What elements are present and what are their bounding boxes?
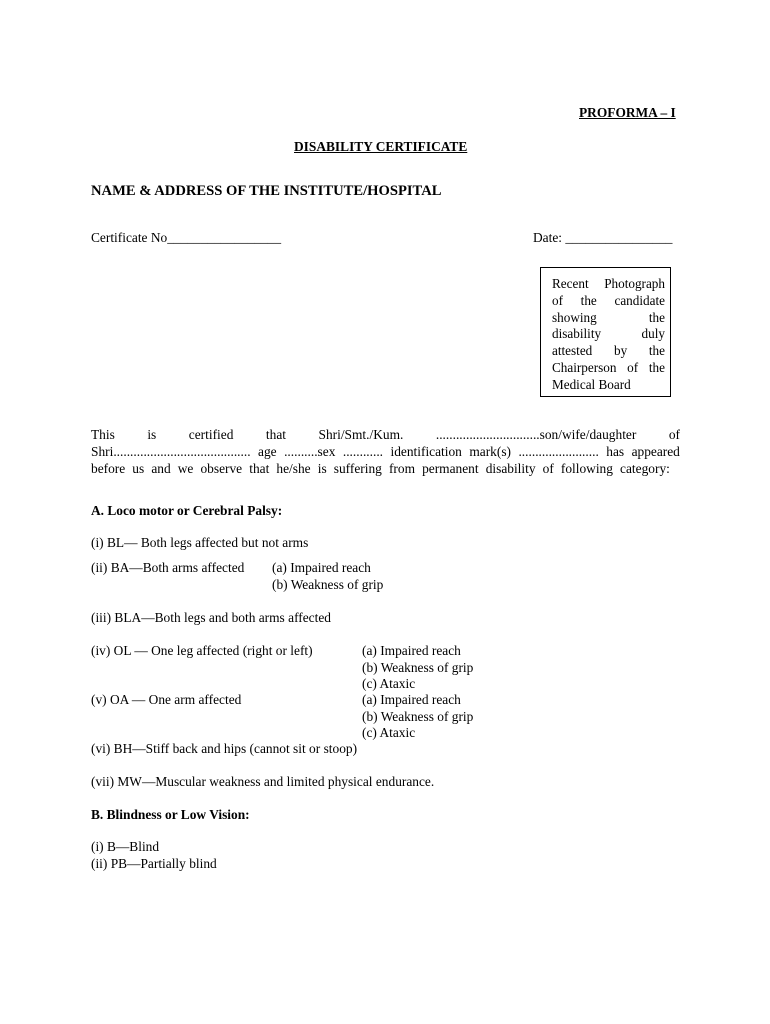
certificate-number-field [91,230,281,246]
statement-word: he/she [276,461,311,476]
photo-box-word: the [648,343,665,359]
statement-word: that [265,427,286,442]
photo-box-word: candidate [614,292,665,308]
item-a-vi: (vi) BH—Stiff back and hips (cannot sit or stoop) [91,741,358,756]
statement-word: ...............................son/wife/daughter [435,427,637,442]
statement-word: certified [188,427,234,442]
statement-word: from [388,461,415,476]
item-a-iii: (iii) BLA—Both legs and both arms affected [91,610,331,625]
photo-box-word: showing [552,309,597,325]
photo-box-line [552,326,665,343]
statement-word: ............ [342,444,384,459]
statement-word: observe [200,461,243,476]
institute-heading: NAME & ADDRESS OF THE INSTITUTE/HOSPITAL [91,183,442,199]
statement-word: before [91,461,126,476]
statement-word: Shri/Smt./Kum. [318,427,404,442]
item-a-ii-a: (a) Impaired reach [272,560,371,575]
photo-box-word: by [613,343,628,359]
photo-box-word: the [580,292,597,308]
photo-box-line [552,360,665,377]
item-a-i: (i) BL— Both legs affected but not arms [91,535,309,550]
statement-word: mark(s) [469,444,511,459]
item-a-v-b: (b) Weakness of grip [362,709,474,724]
photo-box-word: Medical Board [552,376,631,392]
statement-word: appeared [631,444,680,459]
section-b-heading: B. Blindness or Low Vision: [91,807,250,822]
statement-word: following [560,461,613,476]
item-b-ii: (ii) PB—Partially blind [91,856,217,871]
photo-box-line [552,377,665,394]
photo-box-line [552,276,665,293]
photograph-box [540,267,671,397]
photo-box-word: attested [552,343,593,359]
statement-word: has [606,444,625,459]
item-a-ii: (ii) BA—Both arms affected [91,560,245,575]
statement-word: disability [485,461,536,476]
statement-word: permanent [422,461,479,476]
statement-word: of [542,461,554,476]
statement-word: us [132,461,145,476]
statement-word: of [668,427,680,442]
item-a-v-a: (a) Impaired reach [362,692,461,707]
item-a-v-c: (c) Ataxic [362,725,416,740]
statement-word: suffering [333,461,382,476]
statement-word: This [91,427,115,442]
section-a-heading: A. Loco motor or Cerebral Palsy: [91,503,283,518]
item-a-iv-a: (a) Impaired reach [362,643,461,658]
photo-box-line [552,310,665,327]
item-a-iv-c: (c) Ataxic [362,676,416,691]
statement-word: ........................ [518,444,599,459]
statement-word: is [317,461,327,476]
date-label: Date: [533,230,562,245]
statement-word: category: [620,461,670,476]
certificate-number-blank: _________________ [167,230,282,245]
statement-word: ..........sex [284,444,336,459]
statement-line-2 [91,444,680,460]
statement-word: that [249,461,270,476]
statement-line-3 [91,461,670,477]
document-title: DISABILITY CERTIFICATE [294,139,468,154]
statement-word: we [177,461,194,476]
statement-line-1 [91,427,680,443]
photo-box-line [552,293,665,310]
item-b-i: (i) B—Blind [91,839,160,854]
statement-word: Shri......................................... [91,444,251,459]
photo-box-word: duly [641,326,665,342]
date-blank: ________________ [562,230,673,245]
item-a-iv: (iv) OL — One leg affected (right or left) [91,643,313,658]
photo-box-word: Chairperson [552,359,617,375]
item-a-iv-b: (b) Weakness of grip [362,660,474,675]
photo-box-word: of [552,292,563,308]
statement-word: age [258,444,277,459]
photo-box-word: disability [552,326,602,342]
statement-word: identification [390,444,462,459]
date-field [533,230,672,246]
photo-box-word: the [648,309,665,325]
statement-word: is [147,427,157,442]
photo-box-word: of [627,359,639,375]
statement-word: and [151,461,171,476]
item-a-ii-b: (b) Weakness of grip [272,577,384,592]
item-a-vii: (vii) MW—Muscular weakness and limited physical endurance. [91,774,435,789]
photo-box-word: Recent [552,276,589,291]
proforma-label: PROFORMA – I [579,105,676,120]
certificate-number-label: Certificate No [91,230,168,245]
item-a-v: (v) OA — One arm affected [91,692,242,707]
photo-box-line [552,343,665,360]
photo-box-word: Photograph [604,276,665,291]
photo-box-word: the [648,359,665,375]
